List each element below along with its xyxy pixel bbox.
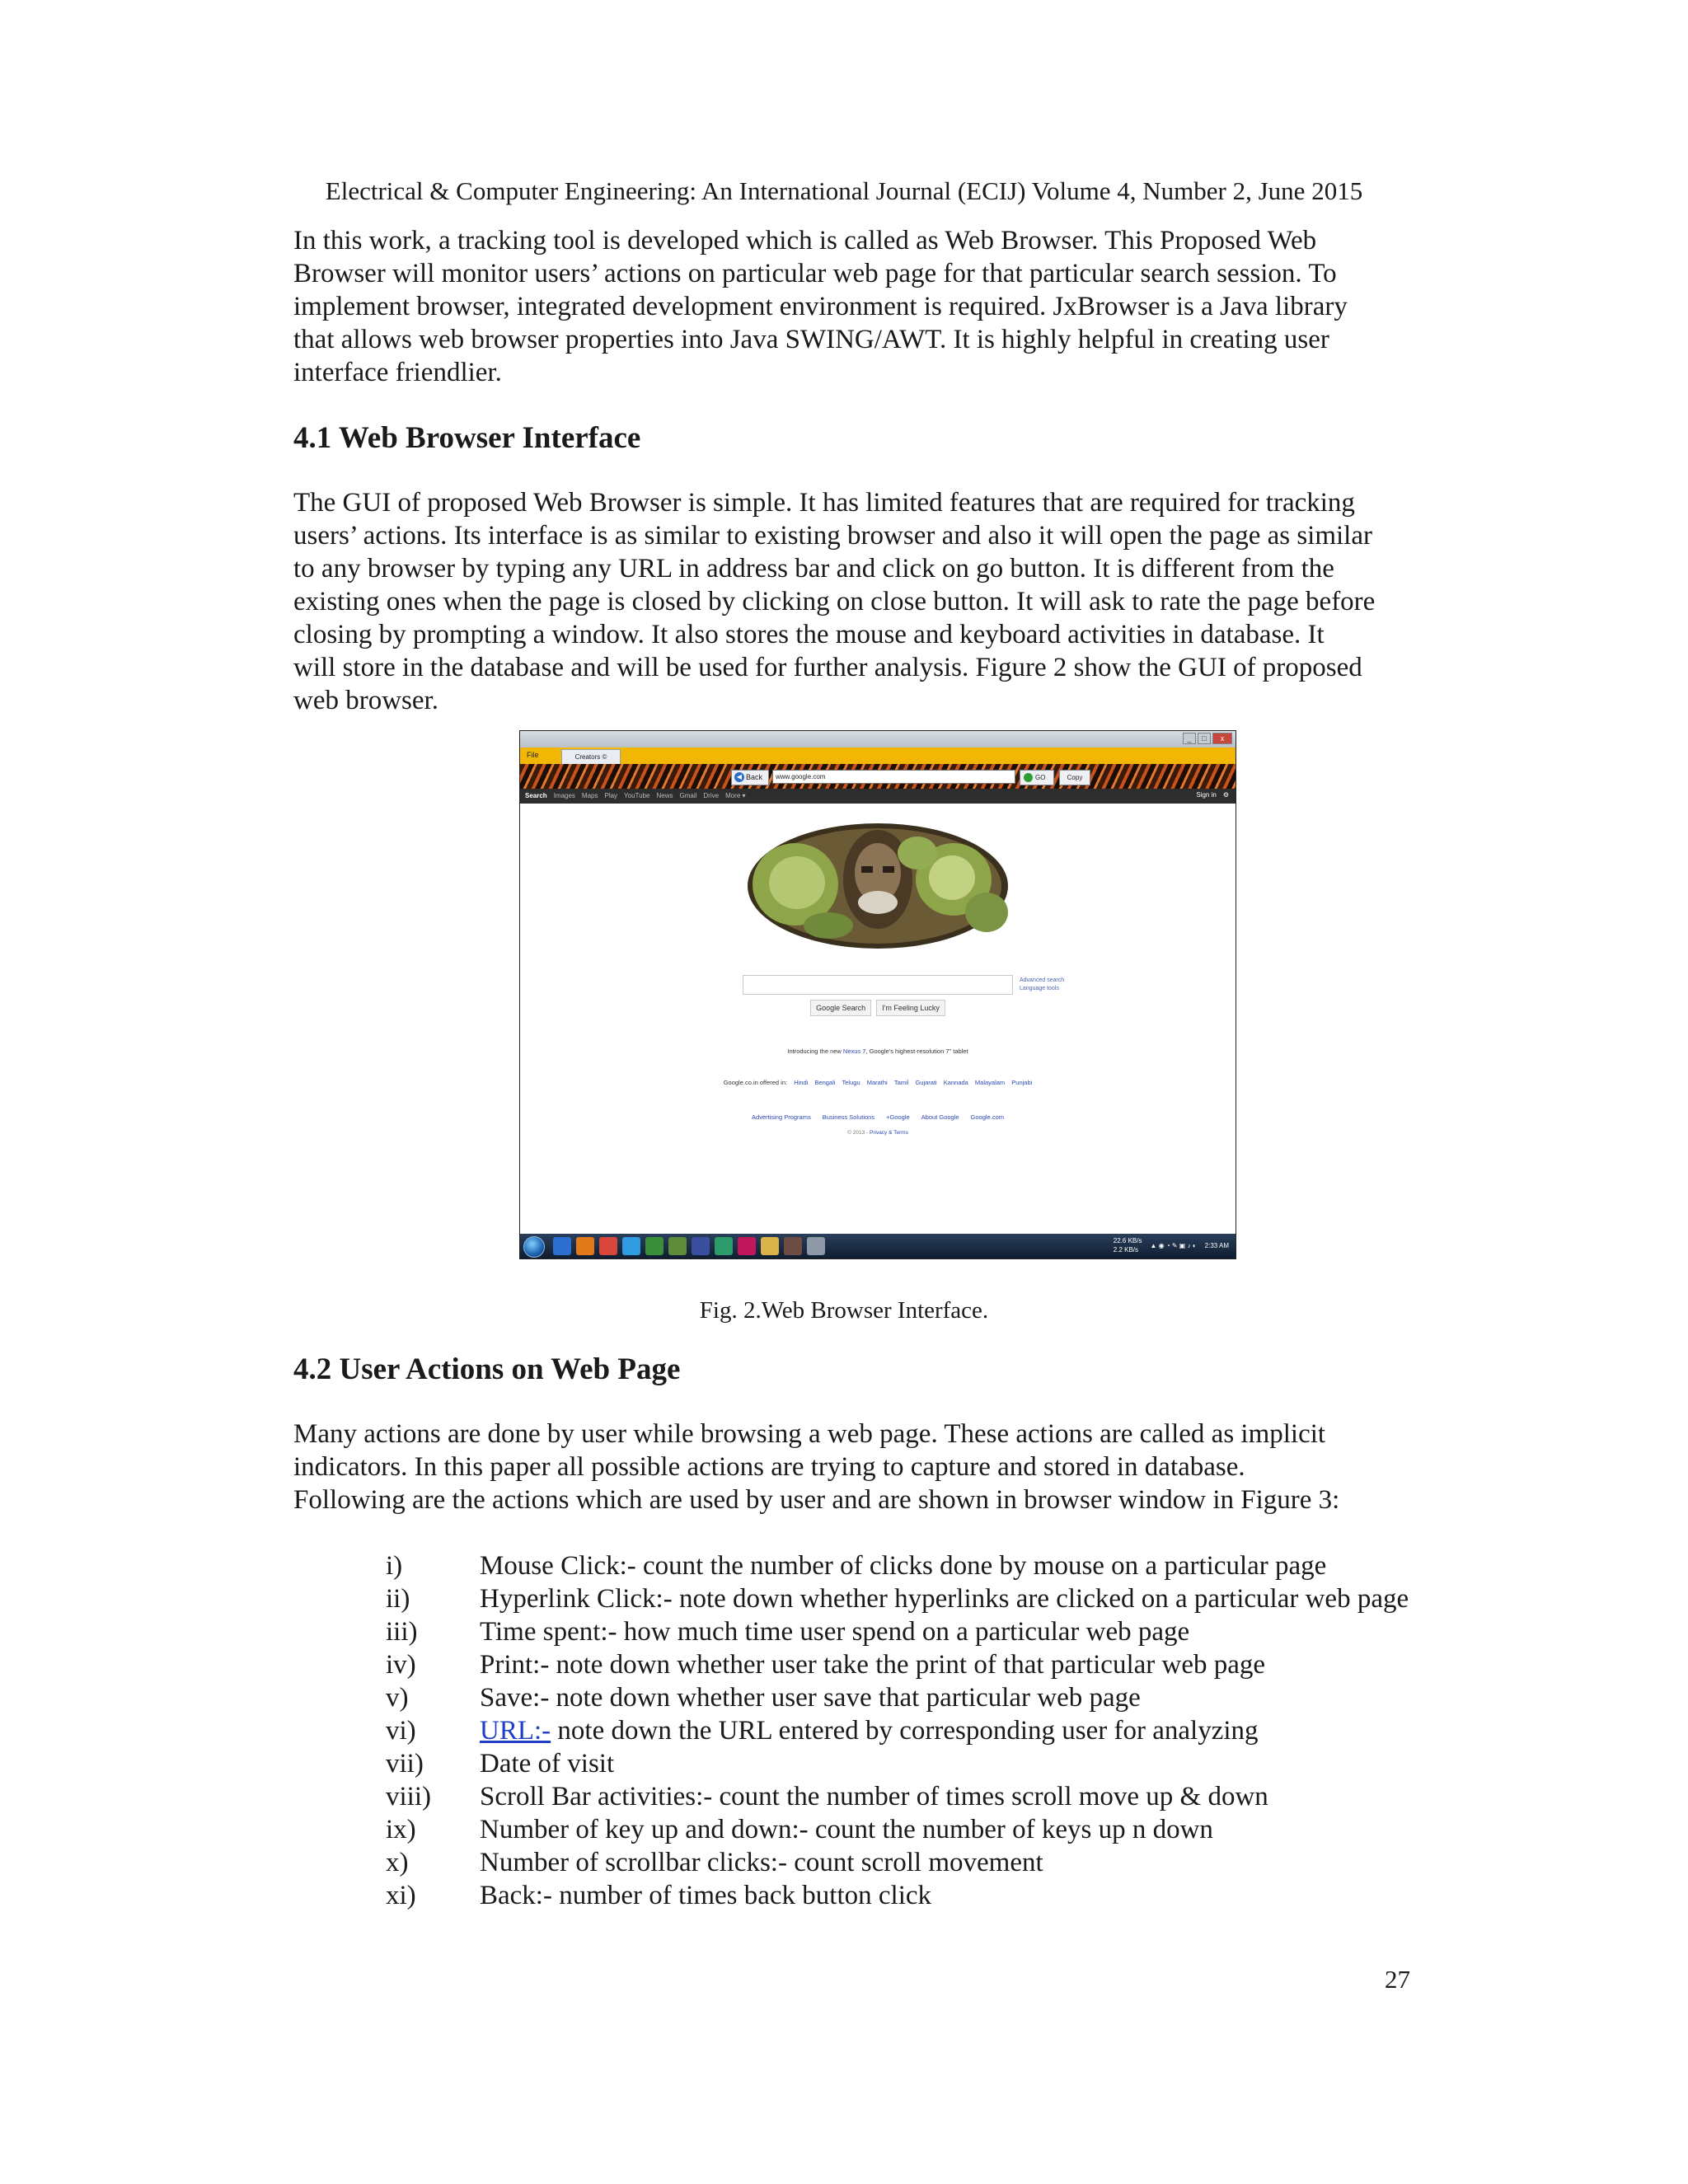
taskbar-icons	[553, 1237, 825, 1255]
section-4-1-line: to any browser by typing any URL in address bar and click on go button. It is different from the	[293, 554, 1334, 583]
footer-link[interactable]: Business Solutions	[822, 1113, 875, 1121]
footer-link[interactable]: Google.com	[970, 1113, 1004, 1121]
footer-link[interactable]: Advertising Programs	[752, 1113, 811, 1121]
intro-line: interface friendlier.	[293, 358, 502, 387]
language-link[interactable]: Bengali	[814, 1079, 836, 1086]
user-actions-list	[293, 1549, 1416, 1912]
copyright-text: © 2013 -	[847, 1130, 870, 1136]
chrome-icon[interactable]	[599, 1237, 617, 1255]
privacy-terms-link[interactable]: Privacy & Terms	[870, 1130, 908, 1136]
language-offer	[520, 1079, 1236, 1086]
gbar-link-youtube[interactable]: YouTube	[624, 792, 650, 799]
list-item-number: xi)	[386, 1881, 416, 1910]
list-item-text: Print:- note down whether user take the print of that particular web page	[480, 1650, 1266, 1680]
language-link[interactable]: Marathi	[866, 1079, 888, 1086]
minimize-button[interactable]: _	[1183, 733, 1196, 744]
google-search-input[interactable]	[743, 975, 1013, 995]
promo-text-start: Introducing the new	[787, 1047, 843, 1055]
windows-taskbar	[520, 1234, 1236, 1258]
language-link[interactable]: Tamil	[893, 1079, 909, 1086]
google-copyright	[520, 1130, 1236, 1136]
notepad-icon[interactable]	[668, 1237, 687, 1255]
feeling-lucky-button[interactable]: I'm Feeling Lucky	[876, 1000, 945, 1016]
gbar-link-news[interactable]: News	[656, 792, 673, 799]
app-icon[interactable]	[784, 1237, 802, 1255]
list-item-text: Time spent:- how much time user spend on a particular web page	[480, 1617, 1190, 1647]
tray-icons[interactable]: ▲ ◉ ◔ ✎ ▣ ♪ ◐	[1150, 1241, 1197, 1249]
gbar-right	[1196, 791, 1229, 799]
skype-icon[interactable]	[622, 1237, 640, 1255]
close-button[interactable]: x	[1212, 733, 1232, 744]
running-header: Electrical & Computer Engineering: An International Journal (ECIJ) Volume 4, Number 2, June 2015	[325, 176, 1363, 205]
list-item	[293, 1582, 1416, 1615]
figure-caption: Fig. 2.Web Browser Interface.	[699, 1297, 989, 1324]
list-item-text: Mouse Click:- count the number of clicks done by mouse on a particular page	[480, 1551, 1327, 1581]
go-button[interactable]	[1020, 770, 1054, 785]
web-viewport	[520, 804, 1236, 1234]
list-item-number: i)	[386, 1551, 403, 1581]
maximize-button[interactable]: □	[1198, 733, 1211, 744]
section-heading-4-2: 4.2 User Actions on Web Page	[293, 1352, 681, 1386]
list-item	[293, 1747, 1416, 1780]
footer-link[interactable]: About Google	[921, 1113, 959, 1121]
offered-in-label: Google.co.in offered in:	[723, 1079, 788, 1086]
google-search-button[interactable]: Google Search	[810, 1000, 871, 1016]
folder-icon[interactable]	[761, 1237, 779, 1255]
intro-line: In this work, a tracking tool is developed which is called as Web Browser. This Proposed Web	[293, 226, 1317, 255]
section-4-1-line: web browser.	[293, 686, 438, 715]
address-bar[interactable]: www.google.com	[772, 770, 1015, 784]
list-item-text: Scroll Bar activities:- count the number of times scroll move up & down	[480, 1782, 1268, 1811]
list-item-number: vii)	[386, 1749, 424, 1779]
list-item-number: x)	[386, 1848, 409, 1877]
nexus-link[interactable]: Nexus 7	[842, 1047, 866, 1055]
gbar-link-more[interactable]: More ▾	[725, 792, 746, 799]
section-4-1-line: users’ actions. Its interface is as similar to existing browser and also it will open the page as similar	[293, 521, 1372, 551]
list-item-number: ii)	[386, 1584, 410, 1614]
back-button[interactable]	[731, 770, 769, 785]
intro-line: Browser will monitor users’ actions on particular web page for that particular search session. To	[293, 259, 1337, 288]
section-4-1-line: The GUI of proposed Web Browser is simple. It has limited features that are required for tracking	[293, 488, 1355, 518]
section-4-2-line: indicators. In this paper all possible actions are trying to capture and stored in database.	[293, 1452, 1245, 1482]
gbar-link-play[interactable]: Play	[604, 792, 618, 799]
google-nav-links	[525, 792, 746, 799]
language-link[interactable]: Hindi	[794, 1079, 809, 1086]
list-item	[293, 1615, 1416, 1648]
network-speed	[1114, 1236, 1142, 1254]
intro-line: that allows web browser properties into Java SWING/AWT. It is highly helpful in creating user	[293, 325, 1329, 354]
language-link[interactable]: Telugu	[842, 1079, 860, 1086]
gbar-link-maps[interactable]: Maps	[581, 792, 598, 799]
go-button-label: GO	[1035, 774, 1046, 781]
back-button-label: Back	[746, 773, 763, 781]
java-icon[interactable]	[807, 1237, 825, 1255]
utorrent-icon[interactable]	[645, 1237, 663, 1255]
firefox-icon[interactable]	[576, 1237, 594, 1255]
browser-toolbar	[520, 764, 1236, 789]
list-item	[293, 1549, 1416, 1582]
go-icon	[1024, 773, 1033, 782]
section-4-1-line: closing by prompting a window. It also stores the mouse and keyboard activities in database. It	[293, 620, 1325, 649]
list-item	[293, 1879, 1416, 1912]
list-item-number: ix)	[386, 1815, 416, 1844]
google-footer-links	[520, 1113, 1236, 1121]
advanced-search-link[interactable]: Advanced search	[1020, 977, 1065, 983]
gbar-link-images[interactable]: Images	[553, 792, 575, 799]
clock: 2:33 AM	[1204, 1241, 1229, 1249]
list-item	[293, 1681, 1416, 1714]
promo-text-end: , Google's highest-resolution 7" tablet	[865, 1047, 968, 1055]
intro-line: implement browser, integrated development environment is required. JxBrowser is a Java library	[293, 292, 1348, 321]
list-item-text: Hyperlink Click:- note down whether hyperlinks are clicked on a particular web page	[480, 1584, 1409, 1614]
nexus-promo	[520, 1047, 1236, 1055]
list-item-text: Number of scrollbar clicks:- count scroll movement	[480, 1848, 1043, 1877]
list-item	[293, 1714, 1416, 1747]
section-4-2-line: Following are the actions which are used by user and are shown in browser window in Figure 3:	[293, 1485, 1340, 1515]
list-item-text: Number of key up and down:- count the number of keys up n down	[480, 1815, 1213, 1844]
menu-tab-creators[interactable]: Creators ©	[561, 749, 621, 765]
gear-icon[interactable]: ⚙	[1222, 791, 1229, 799]
section-4-1-line: existing ones when the page is closed by clicking on close button. It will ask to rate the page before	[293, 587, 1376, 616]
menu-bar	[520, 748, 1236, 764]
gbar-link-gmail[interactable]: Gmail	[679, 792, 697, 799]
gbar-link-drive[interactable]: Drive	[703, 792, 720, 799]
list-item-text: Date of visit	[480, 1749, 615, 1779]
language-tools-link[interactable]: Language tools	[1020, 986, 1059, 991]
media-icon[interactable]	[692, 1237, 710, 1255]
section-4-2-line: Many actions are done by user while browsing a web page. These actions are called as implicit	[293, 1419, 1326, 1449]
list-item-text: Save:- note down whether user save that particular web page	[480, 1683, 1141, 1713]
upload-speed: 2.2 KB/s	[1113, 1246, 1139, 1254]
list-item-text: Back:- number of times back button click	[480, 1881, 932, 1910]
list-item-number: vi)	[386, 1716, 416, 1746]
eclipse-icon[interactable]	[715, 1237, 733, 1255]
list-item	[293, 1648, 1416, 1681]
list-item-number: iii)	[386, 1617, 418, 1647]
sign-in-link[interactable]: Sign in	[1196, 791, 1217, 799]
section-heading-4-1: 4.1 Web Browser Interface	[293, 421, 641, 455]
list-item-text	[480, 1714, 1416, 1747]
advanced-links	[1020, 977, 1064, 993]
list-item-number: v)	[386, 1683, 409, 1713]
google-nav-bar	[520, 789, 1236, 804]
list-item-number: viii)	[386, 1782, 431, 1811]
section-4-1-line: will store in the database and will be used for further analysis. Figure 2 show the GUI of proposed	[293, 653, 1362, 682]
list-item	[293, 1780, 1416, 1813]
start-button-icon[interactable]	[523, 1236, 545, 1258]
window-controls	[1183, 733, 1232, 744]
footer-link[interactable]: +Google	[886, 1113, 910, 1121]
list-item	[293, 1846, 1416, 1879]
list-item-number: iv)	[386, 1650, 416, 1680]
url-item-text: note down the URL entered by corresponding user for analyzing	[551, 1716, 1259, 1746]
window-titlebar	[520, 731, 1236, 748]
gbar-link-search[interactable]: Search	[525, 792, 547, 799]
download-speed: 22.6 KB/s	[1113, 1237, 1142, 1244]
page-number: 27	[1385, 1965, 1410, 1994]
list-item	[293, 1813, 1416, 1846]
url-link[interactable]: URL:-	[480, 1716, 551, 1746]
language-link[interactable]: Punjabi	[1011, 1079, 1033, 1086]
menu-file[interactable]: File	[527, 751, 539, 759]
access-icon[interactable]	[738, 1237, 756, 1255]
back-arrow-icon: ◀	[734, 772, 744, 782]
language-link[interactable]: Malayalam	[974, 1079, 1006, 1086]
language-link[interactable]: Kannada	[943, 1079, 968, 1086]
copy-button[interactable]: Copy	[1059, 770, 1090, 785]
system-tray	[1114, 1236, 1229, 1254]
browser-screenshot-figure	[519, 730, 1236, 1259]
google-buttons	[520, 1000, 1236, 1016]
google-doodle-image	[746, 820, 1010, 952]
ie-icon[interactable]	[553, 1237, 571, 1255]
language-link[interactable]: Gujarati	[915, 1079, 937, 1086]
